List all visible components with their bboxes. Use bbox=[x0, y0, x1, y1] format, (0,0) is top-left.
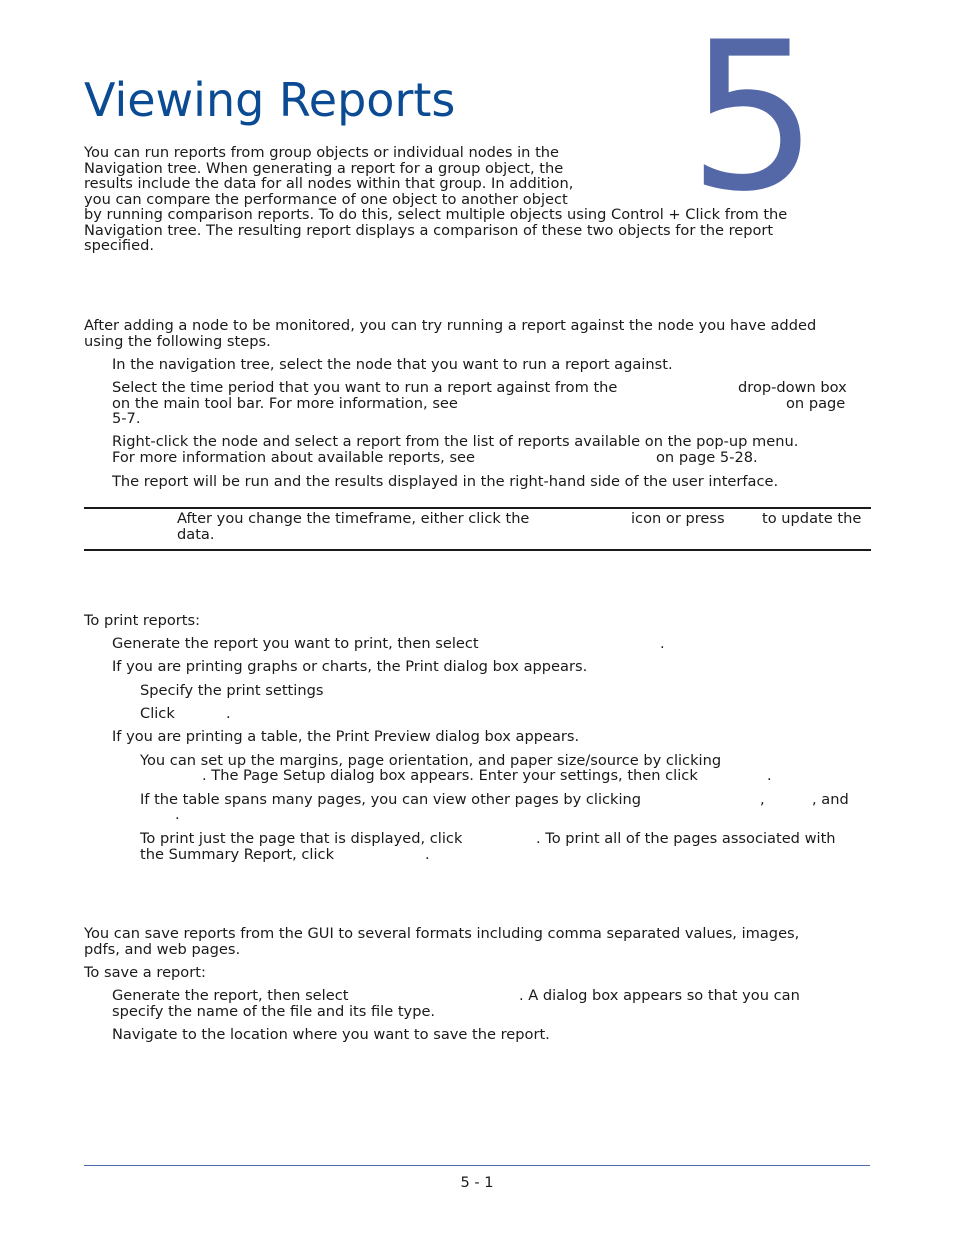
print-sub-5: To print just the page that is displayed, click bbox=[140, 830, 463, 847]
save-step-2: Navigate to the location where you want to save the report. bbox=[112, 1026, 550, 1043]
run-step-3-text: Right-click the node and select a report from the list of reports available on the pop-up menu. bbox=[112, 433, 799, 450]
run-step-2-text: on page bbox=[786, 395, 846, 412]
chapter-number: 5 bbox=[688, 0, 819, 237]
note-top-rule bbox=[84, 507, 871, 509]
print-sub-5: the Summary Report, click bbox=[140, 846, 335, 863]
intro-line: Navigation tree. The resulting report displays a comparison of these two objects for the report bbox=[84, 222, 774, 239]
save-intro-line: pdfs, and web pages. bbox=[84, 941, 241, 958]
print-sub-4: If the table spans many pages, you can view other pages by clicking bbox=[140, 791, 642, 808]
page-number: 5 - 1 bbox=[460, 1174, 494, 1191]
intro-line: You can run reports from group objects or individual nodes in the bbox=[84, 144, 560, 161]
run-intro-line: After adding a node to be monitored, you can try running a report against the node you have added bbox=[84, 317, 817, 334]
note-text: After you change the timeframe, either click the bbox=[177, 510, 530, 527]
save-label: To save a report: bbox=[84, 964, 206, 981]
intro-line: results include the data for all nodes within that group. In addition, bbox=[84, 175, 574, 192]
print-sub-5: . To print all of the pages associated with bbox=[536, 830, 836, 847]
intro-line: you can compare the performance of one object to another object bbox=[84, 191, 568, 208]
print-step-3: If you are printing a table, the Print Preview dialog box appears. bbox=[112, 728, 580, 745]
print-sub-3: You can set up the margins, page orientation, and paper size/source by clicking bbox=[140, 752, 722, 769]
run-step-2-text: drop-down box bbox=[738, 379, 847, 396]
run-step-3-text: For more information about available reports, see bbox=[112, 449, 476, 466]
run-intro-line: using the following steps. bbox=[84, 333, 271, 350]
print-step-1: . bbox=[660, 635, 665, 652]
print-sub-3: . The Page Setup dialog box appears. Enter your settings, then click bbox=[202, 767, 698, 784]
intro-line: Navigation tree. When generating a report for a group object, the bbox=[84, 160, 564, 177]
print-sub-4: . bbox=[175, 806, 180, 823]
intro-line: specified. bbox=[84, 237, 154, 254]
print-step-1: Generate the report you want to print, then select bbox=[112, 635, 479, 652]
print-sub-2: . bbox=[226, 705, 231, 722]
chapter-title: Viewing Reports bbox=[84, 73, 456, 127]
print-sub-5: . bbox=[425, 846, 430, 863]
run-step-2-text: on the main tool bar. For more information, see bbox=[112, 395, 458, 412]
print-intro: To print reports: bbox=[84, 612, 201, 629]
print-step-2: If you are printing graphs or charts, the Print dialog box appears. bbox=[112, 658, 588, 675]
print-sub-3: . bbox=[767, 767, 772, 784]
note-text: icon or press bbox=[631, 510, 725, 527]
save-step-1: . A dialog box appears so that you can bbox=[519, 987, 800, 1004]
note-text: data. bbox=[177, 526, 215, 543]
print-sub-2: Click bbox=[140, 705, 175, 722]
run-result: The report will be run and the results displayed in the right-hand side of the user interface. bbox=[112, 473, 779, 490]
note-text: to update the bbox=[762, 510, 862, 527]
footer-rule bbox=[84, 1165, 870, 1166]
print-sub-1: Specify the print settings bbox=[140, 682, 324, 699]
print-sub-4: , bbox=[760, 791, 765, 808]
save-intro-line: You can save reports from the GUI to several formats including comma separated values, images, bbox=[84, 925, 800, 942]
save-step-1: specify the name of the file and its file type. bbox=[112, 1003, 436, 1020]
print-sub-4: , and bbox=[812, 791, 849, 808]
note-bottom-rule bbox=[84, 549, 871, 551]
run-step-2-text: 5-7. bbox=[112, 410, 141, 427]
run-step-3-text: on page 5-28. bbox=[656, 449, 758, 466]
run-step-2-text: Select the time period that you want to run a report against from the bbox=[112, 379, 618, 396]
save-step-1: Generate the report, then select bbox=[112, 987, 349, 1004]
intro-line: by running comparison reports. To do this, select multiple objects using Control + Click from the bbox=[84, 206, 788, 223]
run-step-1: In the navigation tree, select the node that you want to run a report against. bbox=[112, 356, 673, 373]
